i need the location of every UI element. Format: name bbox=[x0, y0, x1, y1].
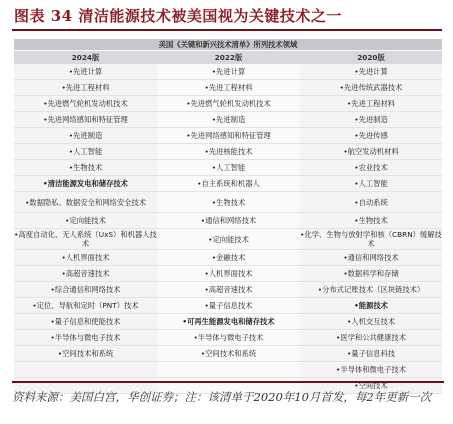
table-cell: •人机界面技术 bbox=[157, 266, 300, 282]
table-cell: •金融技术 bbox=[157, 250, 300, 266]
figure-title: 图表 34 清洁能源技术被美国视为关键技术之一 bbox=[14, 7, 342, 25]
table-row bbox=[14, 64, 442, 80]
table-cell: •先进制造 bbox=[157, 112, 300, 128]
table-row bbox=[14, 160, 442, 176]
table-cell: •先进网络感知和特征管理 bbox=[14, 112, 157, 128]
table-cell: •人机交互技术 bbox=[300, 314, 442, 330]
table-cell bbox=[14, 362, 157, 378]
table-cell: •先进传统武器技术 bbox=[300, 80, 442, 96]
table-row bbox=[14, 330, 442, 346]
table-cell: •能源技术 bbox=[300, 298, 442, 314]
figure-title-bar bbox=[12, 2, 442, 31]
table-row bbox=[14, 298, 442, 314]
table-cell: •先进计算 bbox=[14, 64, 157, 80]
table-cell: •化学、生物与放射学和核（CBRN）缓解技术 bbox=[300, 230, 442, 248]
table-cell: •先进燃气轮机发动机技术 bbox=[14, 96, 157, 112]
table-cell: •定向能技术 bbox=[157, 229, 300, 250]
table-row bbox=[14, 282, 442, 298]
table-cell: •农业技术 bbox=[300, 160, 442, 176]
table-row bbox=[14, 213, 442, 229]
source-note: 资料来源：美国白宫，华创证券；注：该清单于2020年10月首发，每2年更新一次 bbox=[12, 381, 444, 407]
table-cell: •数据科学和存储 bbox=[300, 266, 442, 282]
technology-list-table bbox=[14, 39, 442, 394]
table-cell: •先进制造 bbox=[300, 112, 442, 128]
table-cell: •航空发动机材料 bbox=[300, 144, 442, 160]
table-cell: •量子信息技术 bbox=[157, 298, 300, 314]
table-cell: •先进传感 bbox=[300, 128, 442, 144]
table-cell: •高度自动化、无人系统（UxS）和机器人技术 bbox=[14, 230, 157, 248]
table-banner-row bbox=[14, 39, 442, 51]
table-cell: •先进工程材料 bbox=[300, 96, 442, 112]
table-cell: •先进网络感知和特征管理 bbox=[157, 128, 300, 144]
table-row bbox=[14, 346, 442, 362]
table-cell: •生物技术 bbox=[300, 213, 442, 229]
table-cell: •先进工程材料 bbox=[14, 80, 157, 96]
table-cell: •通信和网络技术 bbox=[300, 250, 442, 266]
table-cell: •综合通信和网络技术 bbox=[14, 282, 157, 298]
table-cell: •生物技术 bbox=[157, 192, 300, 213]
table-banner: 美国《关键和新兴技术清单》所列技术领域 bbox=[14, 39, 442, 51]
table-row bbox=[14, 128, 442, 144]
table-cell: •空间技术和系统 bbox=[14, 346, 157, 362]
table-row bbox=[14, 80, 442, 96]
table-cell: •半导体与微电子技术 bbox=[14, 330, 157, 346]
column-header-2022: 2022版 bbox=[157, 51, 300, 65]
table-header-row bbox=[14, 51, 442, 65]
table-cell bbox=[157, 362, 300, 378]
table-row bbox=[14, 266, 442, 282]
table-cell: •先进燃气轮机发动机技术 bbox=[157, 96, 300, 112]
table-cell: •人工智能 bbox=[14, 144, 157, 160]
table-cell: •自动系统 bbox=[300, 192, 442, 213]
table-cell: •半导体和微电子技术 bbox=[300, 362, 442, 378]
table-row bbox=[14, 112, 442, 128]
table-cell: •半导体与微电子技术 bbox=[157, 330, 300, 346]
column-header-2024: 2024版 bbox=[14, 51, 157, 65]
table-cell: •人机界面技术 bbox=[14, 250, 157, 266]
table-cell: •人工智能 bbox=[157, 160, 300, 176]
table-row bbox=[14, 250, 442, 266]
table-cell: •先进计算 bbox=[300, 64, 442, 80]
table-cell: •空间技术和系统 bbox=[157, 346, 300, 362]
table-row bbox=[14, 192, 442, 213]
table-cell: •量子信息和使能技术 bbox=[14, 314, 157, 330]
table-cell: •高超音速技术 bbox=[157, 282, 300, 298]
table-row bbox=[14, 144, 442, 160]
table-cell: •可再生能源发电和储存技术 bbox=[157, 314, 300, 330]
table-cell: •量子信息科技 bbox=[300, 346, 442, 362]
table-cell: •医学和公共健康技术 bbox=[300, 330, 442, 346]
table-row bbox=[14, 96, 442, 112]
table-row bbox=[14, 176, 442, 192]
table-cell: •定向能技术 bbox=[14, 213, 157, 229]
table-cell: •通信和网络技术 bbox=[157, 213, 300, 229]
table-row bbox=[14, 314, 442, 330]
table-cell: •先进核能技术 bbox=[157, 144, 300, 160]
table-cell: •高超音速技术 bbox=[14, 266, 157, 282]
table-cell: •先进工程材料 bbox=[157, 80, 300, 96]
table-row bbox=[14, 362, 442, 378]
table-cell: •生物技术 bbox=[14, 160, 157, 176]
table-cell: •数据隐私、数据安全和网络安全技术 bbox=[14, 192, 157, 213]
table-cell: •分布式记账技术（区块链技术） bbox=[300, 282, 442, 298]
column-header-2020: 2020版 bbox=[300, 51, 442, 65]
table-cell: •清洁能源发电和储存技术 bbox=[14, 176, 157, 192]
table-cell: •自主系统和机器人 bbox=[157, 176, 300, 192]
table-cell: •人工智能 bbox=[300, 176, 442, 192]
table-cell: •空间技术 bbox=[300, 378, 442, 394]
table-cell: •定位、导航和定时（PNT）技术 bbox=[14, 298, 157, 314]
table-cell: •先进计算 bbox=[157, 64, 300, 80]
table-cell: •先进制造 bbox=[14, 128, 157, 144]
table-row bbox=[14, 229, 442, 250]
